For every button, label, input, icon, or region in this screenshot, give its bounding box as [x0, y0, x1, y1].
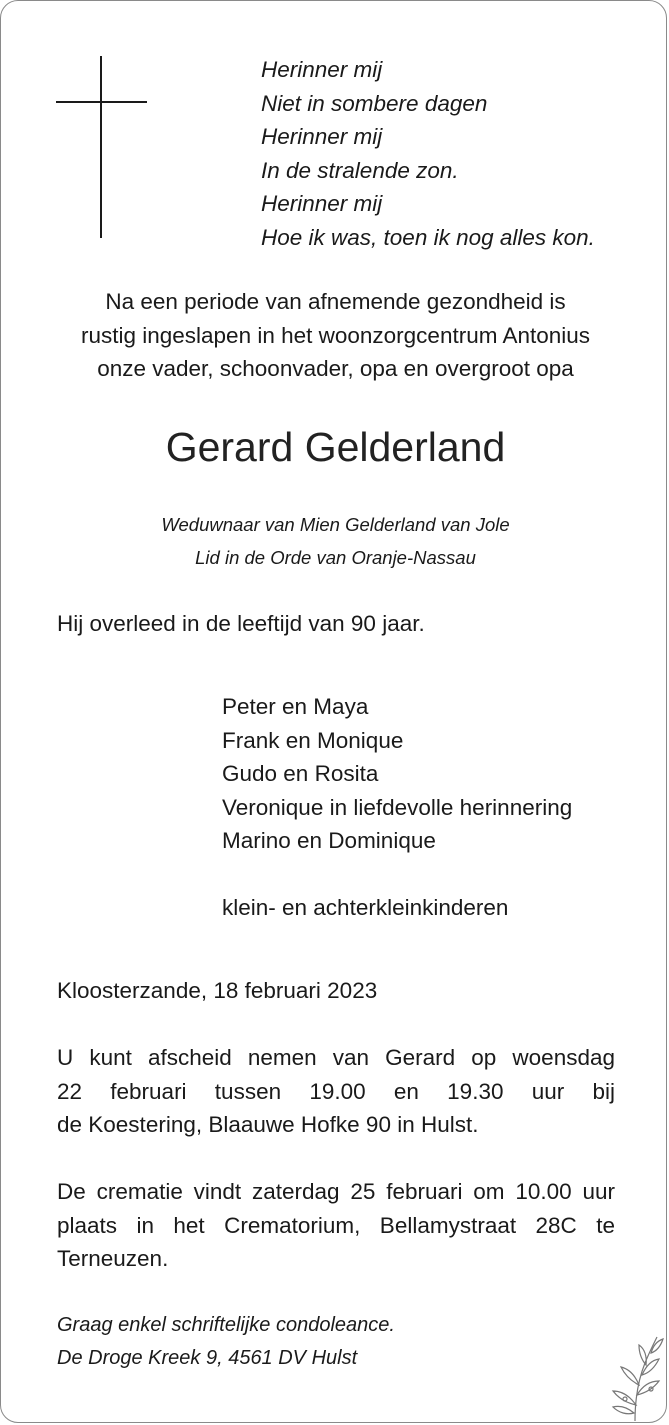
closing-line: De Droge Kreek 9, 4561 DV Hulst [57, 1347, 358, 1369]
poem-line: Herinner mij [261, 124, 383, 150]
intro-line: rustig ingeslapen in het woonzorgcentrum Antonius [80, 322, 591, 348]
poem [261, 53, 595, 255]
family-list [222, 690, 572, 924]
family-member: Marino en Dominique [222, 828, 436, 853]
farewell-line: U kunt afscheid nemen van Gerard op woensdag [57, 1045, 615, 1070]
family-member: Veronique in liefdevolle herinnering [222, 794, 573, 820]
cremation-paragraph [57, 1175, 615, 1276]
family-member: Peter en Maya [222, 694, 369, 719]
poem-line: Hoe ik was, toen ik nog alles kon. [261, 224, 595, 250]
poem-line: In de stralende zon. [261, 157, 459, 183]
olive-branch-icon [605, 1333, 667, 1421]
poem-line: Niet in sombere dagen [261, 90, 488, 116]
place-date: Kloosterzande, 18 februari 2023 [57, 978, 378, 1003]
cremation-line: Terneuzen. [57, 1246, 169, 1271]
closing-line: Graag enkel schriftelijke condoleance. [57, 1314, 395, 1336]
announcement-intro [1, 285, 669, 386]
title-line: Lid in de Orde van Oranje-Nassau [195, 547, 476, 568]
age-line: Hij overleed in de leeftijd van 90 jaar. [57, 611, 425, 636]
farewell-line: de Koestering, Blaauwe Hofke 90 in Hulst. [57, 1112, 479, 1137]
family-member: Gudo en Rosita [222, 761, 379, 786]
grandchildren-line: klein- en achterkleinkinderen [222, 894, 509, 920]
deceased-titles [1, 508, 669, 574]
cremation-line: plaats in het Crematorium, Bellamystraat 28C te [57, 1212, 615, 1238]
poem-line: Herinner mij [261, 57, 383, 82]
family-member: Frank en Monique [222, 727, 404, 753]
poem-line: Herinner mij [261, 191, 383, 217]
closing-note [57, 1309, 395, 1375]
intro-line: Na een periode van afnemende gezondheid is [105, 289, 566, 314]
cremation-line: De crematie vindt zaterdag 25 februari om 10.00 uur [57, 1179, 615, 1204]
cross-icon [56, 56, 147, 238]
farewell-line: 22 februari tussen 19.00 en 19.30 uur bij [57, 1078, 615, 1104]
deceased-name: Gerard Gelderland [165, 424, 506, 470]
title-line: Weduwnaar van Mien Gelderland van Jole [161, 514, 510, 535]
intro-line: onze vader, schoonvader, opa en overgroot opa [97, 356, 574, 381]
farewell-paragraph [57, 1041, 615, 1142]
